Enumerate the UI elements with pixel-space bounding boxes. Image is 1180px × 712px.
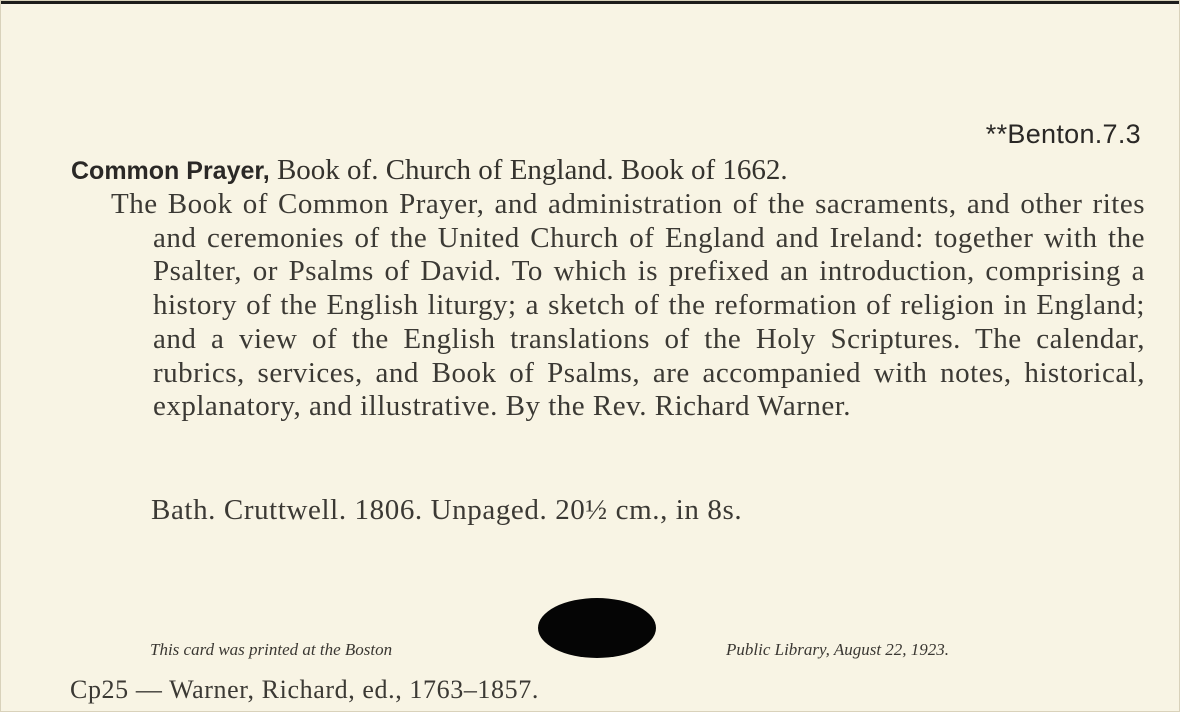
card-heading — [71, 154, 788, 187]
tracing-line: Cp25 — Warner, Richard, ed., 1763–1857. — [70, 675, 539, 704]
printer-note-left: This card was printed at the Boston — [150, 640, 393, 659]
redaction-blot — [538, 598, 656, 658]
imprint-line: Bath. Cruttwell. 1806. Unpaged. 20½ cm., in 8s. — [151, 494, 743, 526]
printer-note-right: Public Library, August 22, 1923. — [726, 640, 950, 659]
heading-subject: Common Prayer, — [71, 157, 270, 185]
card-top-edge — [1, 1, 1179, 4]
call-number: **Benton.7.3 — [985, 119, 1141, 149]
heading-rest: Book of. Church of England. Book of 1662. — [269, 154, 788, 186]
title-description: The Book of Common Prayer, and administration of the sacraments, and other rites and ceremonies of the United Church of England and Ireland: together with the Psalter, or Psalms of David. To which is prefixed an introduction, comprising a history of the English liturgy; a sketch of the reformation of religion in England; and a view of the English translations of the Holy Scriptures. The calendar, rubrics, services, and Book of Psalms, are accompanied with notes, historical, explanatory, and illustrative. By the Rev. Richard Warner. — [111, 188, 1145, 423]
